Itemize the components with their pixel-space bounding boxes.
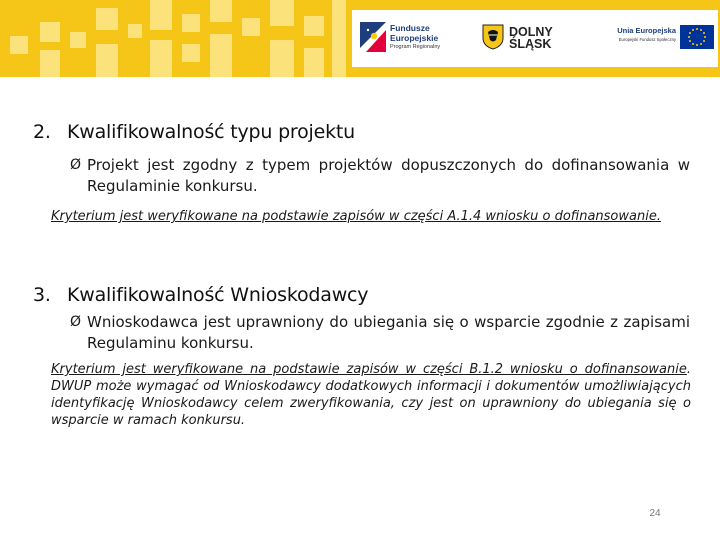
section-3-bullet — [70, 312, 690, 354]
pattern-square — [182, 14, 200, 32]
section-2-bullet-text: Projekt jest zgodny z typem projektów dopuszczonych do dofinansowania w Regulaminie konkursu. — [87, 156, 690, 195]
pattern-square — [10, 36, 28, 54]
section-3-bullet-text: Wnioskodawca jest uprawniony do ubiegania się o wsparcie zgodnie z zapisami Regulaminu konkursu. — [87, 313, 690, 352]
ds-line-2: ŚLĄSK — [509, 37, 552, 51]
pattern-square — [304, 48, 324, 77]
section-3-criterion-rest: . DWUP może wymagać od Wnioskodawcy dodatkowych informacji i dokumentów umożliwiających identyfikację Wnioskodawcy celem zweryfikowania, czy jest on uprawniony do ubiegania się o wsparcie w ramach konkursu. — [51, 362, 691, 428]
pattern-square — [210, 34, 232, 77]
section-2-title: Kwalifikowalność typu projektu — [67, 121, 356, 143]
pattern-square — [270, 40, 294, 77]
arrow-bullet-icon: Ø — [70, 314, 82, 330]
section-3-heading — [33, 284, 368, 306]
fe-line-1: Fundusze — [390, 23, 430, 33]
pattern-square — [270, 0, 294, 26]
fundusze-europejskie-icon — [360, 22, 386, 52]
pattern-square — [150, 40, 172, 77]
pattern-square — [242, 18, 260, 36]
pattern-square — [96, 8, 118, 30]
pattern-square — [304, 16, 324, 36]
ue-line-2: Europejski Fundusz Społeczny — [618, 37, 676, 42]
dolny-slask-logo — [480, 10, 570, 67]
section-3-criterion-underlined: Kryterium jest weryfikowane na podstawie zapisów w części B.1.2 wniosku o dofinansowanie — [51, 362, 687, 377]
eu-flag-icon — [680, 25, 714, 49]
pattern-square — [128, 24, 142, 38]
ue-line-1: Unia Europejska — [617, 26, 676, 35]
fundusze-europejskie-logo — [360, 10, 470, 67]
section-3-title: Kwalifikowalność Wnioskodawcy — [67, 284, 369, 306]
section-2-bullet — [70, 155, 690, 197]
pattern-square — [40, 22, 60, 42]
arrow-bullet-icon: Ø — [70, 157, 82, 173]
unia-europejska-logo — [590, 10, 714, 67]
section-3-criterion — [51, 361, 691, 429]
pattern-square — [40, 50, 60, 77]
page-number: 24 — [649, 508, 661, 519]
section-2-number: 2. — [33, 121, 51, 143]
pattern-square — [70, 32, 86, 48]
header-band — [0, 0, 720, 77]
logos-panel — [352, 10, 718, 67]
section-2-criterion-text: Kryterium jest weryfikowane na podstawie zapisów w części A.1.4 wniosku o dofinansowanie. — [51, 209, 661, 224]
section-2-criterion — [51, 208, 691, 225]
fe-line-3: Program Regionalny — [390, 44, 441, 50]
pattern-square — [332, 0, 346, 77]
pattern-square — [182, 44, 200, 62]
fe-line-2: Europejskie — [390, 33, 439, 43]
pattern-square — [150, 0, 172, 30]
section-2-heading — [33, 121, 355, 143]
ds-line-1: DOLNY — [509, 25, 553, 39]
coat-of-arms-icon — [482, 24, 504, 50]
pattern-square — [96, 44, 118, 77]
pattern-square — [210, 0, 232, 22]
section-3-number: 3. — [33, 284, 51, 306]
